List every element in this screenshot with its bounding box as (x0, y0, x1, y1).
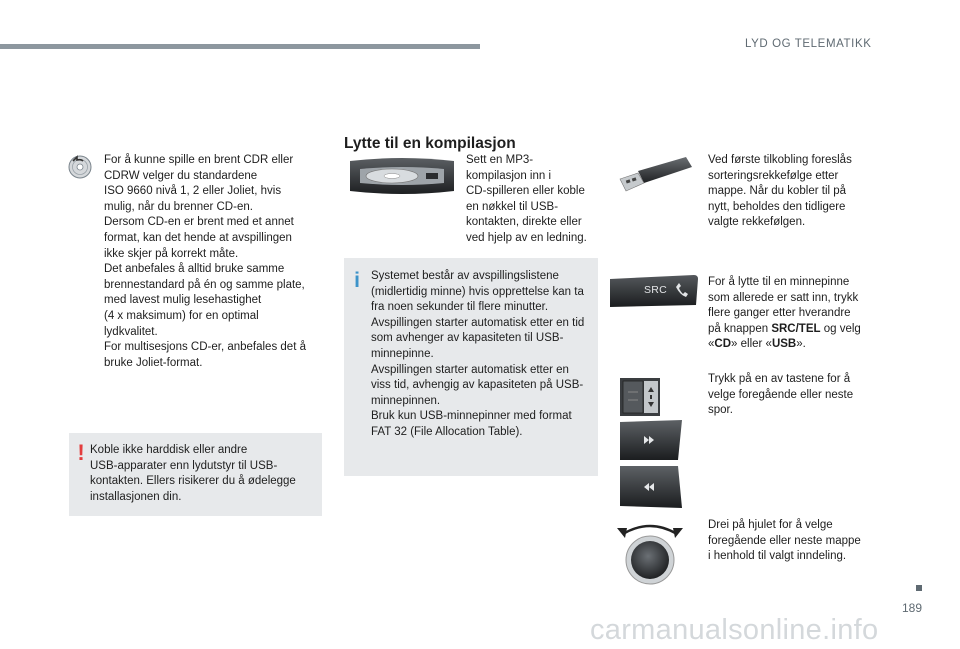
cd-note-text: For å kunne spille en brent CDR eller CDRW velger du standardene ISO 9660 nivå 1, 2 eller Joliet, hvis mulig, når du brenner CD-en. Dersom CD-en er brent med et annet format, kan det hende at avspillingen ikke skjer på korrekt måte. Det anbefales å alltid bruke samme brennestandard på én og samme plate, med lavest mulig lesehastighet (4 x maksimum) for en optimal lydkvalitet. For multisesjons CD-er, anbefales det å bruke Joliet-format. (104, 154, 306, 369)
page-marker (916, 585, 922, 591)
track-toggle-button (620, 378, 660, 416)
src-button-label: SRC (644, 284, 668, 296)
section-title: Lytte til en kompilasjon (344, 135, 516, 152)
exclamation-icon: ! (77, 440, 85, 465)
usb-text: Ved første tilkobling foreslås sorteringsrekkefølge etter mappe. Når du kobler til på nytt, beholdes den tidligere valgte rekkefølgen. (708, 154, 852, 229)
info-icon: i (354, 269, 360, 292)
cd-icon (68, 155, 92, 179)
insert-text: Sett en MP3- kompilasjon inn i CD-spilleren eller koble en nøkkel til USB- kontakten, direkte eller ved hjelp av en ledning. (466, 154, 587, 244)
section-header: LYD OG TELEMATIKK (745, 38, 872, 50)
previous-track-button (618, 464, 684, 510)
page-number: 189 (902, 601, 923, 615)
rotary-wheel-icon (613, 516, 687, 586)
wheel-text: Drei på hjulet for å velge foregående eller neste mappe i henhold til valgt inndeling. (708, 519, 861, 563)
src-text: For å lytte til en minnepinne som allerede er satt inn, trykk flere ganger etter hverandre på knappen SRC/TEL og velg «CD» eller «USB». (708, 276, 861, 351)
src-tel-button (608, 273, 700, 309)
header-rule (0, 44, 480, 49)
track-text: Trykk på en av tastene for å velge foregående eller neste spor. (708, 373, 854, 417)
usb-stick-icon (616, 153, 694, 197)
next-track-button (618, 418, 684, 462)
cd-player-image (346, 155, 458, 197)
warning-text: Koble ikke harddisk eller andre USB-apparater enn lydutstyr til USB- kontakten. Ellers risikerer du å ødelegge installasjonen din. (90, 444, 296, 503)
info-text: Systemet består av avspillingslistene (midlertidig minne) hvis opprettelse kan ta fra noen sekunder til flere minutter. Avspillingen starter automatisk etter en tid som avhenger av kapasiteten til USB- minnepinne. Avspillingen starter automatisk etter en viss tid, avhengig av kapasiteten på USB- minnepinnen. Bruk kun USB-minnepinner med format FAT 32 (File Allocation Table). (371, 270, 585, 438)
watermark: carmanualsonline.info (590, 614, 879, 646)
